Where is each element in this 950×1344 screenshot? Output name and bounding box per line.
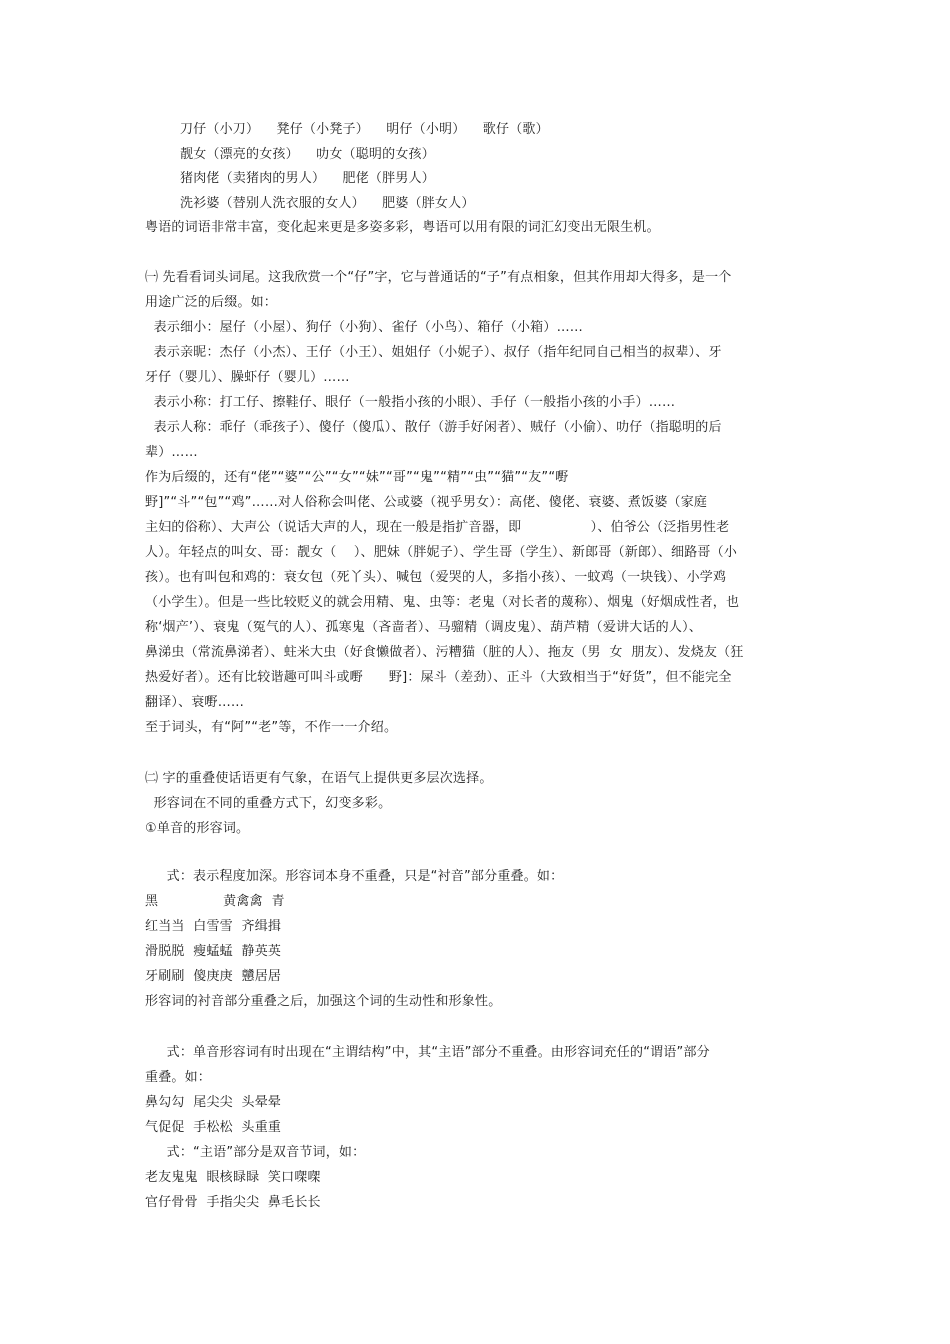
section1-line: 人）。年轻点的叫女、哥：靓女（ ）、肥妹（胖妮子）、学生哥（学生）、新郎哥（新郎）、细路哥（小	[145, 545, 738, 560]
formB-line: 重叠。如：	[145, 1070, 212, 1085]
formB-line: 式：“主语”部分是双音节词，如：	[145, 1145, 366, 1160]
section1-line: （小学生）。但是一些比较贬义的就会用精、鬼、虫等：老鬼（对长者的蔑称）、烟鬼（好烟成性者，也	[145, 595, 740, 610]
section1-line: 表示细小：屋仔（小屋）、狗仔（小狗）、雀仔（小鸟）、箱仔（小箱）……	[145, 320, 583, 335]
section1-line: 野]”“斗”“包”“鸡”……对人俗称会叫佬、公或婆（视乎男女）：高佬、傻佬、衰婆、煮饭婆（家庭	[145, 495, 708, 510]
formA-line: 红当当 白雪雪 齐缉揖	[145, 919, 282, 934]
section1-line: 鼻涕虫（常流鼻涕者）、蛀米大虫（好食懒做者）、污糟猫（脏的人）、拖友（男 女 朋友）、发烧友（狂	[145, 645, 744, 660]
section1-line: 表示人称：乖仔（乖孩子）、傻仔（傻瓜）、散仔（游手好闲者）、贼仔（小偷）、叻仔（指聪明的后	[145, 420, 722, 435]
formA-line: 式：表示程度加深。形容词本身不重叠，只是“衬音”部分重叠。如：	[145, 869, 564, 884]
section1-line: 热爱好者）。还有比较谐趣可叫斗或嘢 野]：屎斗（差劲）、正斗（大致相当于“好货”，但不能完全	[145, 670, 732, 685]
example-line: 洗衫婆（替别人洗衣服的女人） 肥婆（胖女人）	[180, 196, 475, 211]
section2-line: ①单音的形容词。	[145, 821, 250, 836]
section1-line: 孩）。也有叫包和鸡的：衰女包（死丫头）、喊包（爱哭的人，多指小孩）、一蚊鸡（一块钱）、小学鸡	[145, 570, 727, 585]
formA-line: 形容词的衬音部分重叠之后，加强这个词的生动性和形象性。	[145, 994, 502, 1009]
section2-line: ㈡ 字的重叠使话语更有气象，在语气上提供更多层次选择。	[145, 771, 493, 786]
section1-line: 牙仔（婴儿）、臊虾仔（婴儿）……	[145, 370, 350, 385]
section1-line: 表示亲昵：杰仔（小杰）、王仔（小王）、姐姐仔（小妮子）、叔仔（指年纪同自己相当的叔辈）、牙	[145, 345, 722, 360]
formB-line: 式：单音形容词有时出现在“主谓结构”中，其“主语”部分不重叠。由形容词充任的“谓语”部分	[145, 1045, 710, 1060]
section1-line: 辈）……	[145, 445, 198, 460]
formB-line: 鼻勾勾 尾尖尖 头晕晕	[145, 1095, 282, 1110]
formB-line: 气促促 手松松 头重重	[145, 1120, 282, 1135]
intro-paragraph: 粤语的词语非常丰富，变化起来更是多姿多彩，粤语可以用有限的词汇幻变出无限生机。	[145, 220, 660, 235]
formB-line: 老友鬼鬼 眼核睩睩 笑口㗎㗎	[145, 1170, 321, 1185]
section1-line: 至于词头，有“阿”“老”等，不作一一介绍。	[145, 720, 398, 735]
section1-line: ㈠ 先看看词头词尾。这我欣赏一个“仔”字，它与普通话的“子”有点相象，但其作用却大得多，是一个	[145, 270, 732, 285]
section1-line: 表示小称：打工仔、擦鞋仔、眼仔（一般指小孩的小眼）、手仔（一般指小孩的小手）……	[145, 395, 676, 410]
section1-line: 称‘烟产’）、衰鬼（冤气的人）、孤寒鬼（吝啬者）、马骝精（调皮鬼）、葫芦精（爱讲大话的人）、	[145, 620, 702, 635]
formA-line: 黑 黄禽禽 青	[145, 894, 285, 909]
section1-line: 翻译）、衰嘢……	[145, 695, 245, 710]
example-line: 刀仔（小刀） 凳仔（小凳子） 明仔（小明） 歌仔（歌）	[180, 122, 549, 137]
formA-line: 牙刷刷 傻庚庚 戇居居	[145, 969, 282, 984]
section1-line: 作为后缀的，还有“佬”“婆”“公”“女”“妹”“哥”“鬼”“精”“虫”“猫”“友”“嘢	[145, 470, 569, 485]
section1-line: 用途广泛的后缀。如：	[145, 295, 278, 310]
formB-line: 官仔骨骨 手指尖尖 鼻毛长长	[145, 1195, 321, 1210]
section2-line: 形容词在不同的重叠方式下，幻变多彩。	[145, 796, 392, 811]
example-line: 靓女（漂亮的女孩） 叻女（聪明的女孩）	[180, 147, 435, 162]
section1-line: 主妇的俗称）、大声公（说话大声的人，现在一般是指扩音器，即 ）、伯爷公（泛指男性老	[145, 520, 730, 535]
formA-line: 滑脱脱 瘦蜢蜢 静英英	[145, 944, 282, 959]
example-line: 猪肉佬（卖猪肉的男人） 肥佬（胖男人）	[180, 171, 435, 186]
